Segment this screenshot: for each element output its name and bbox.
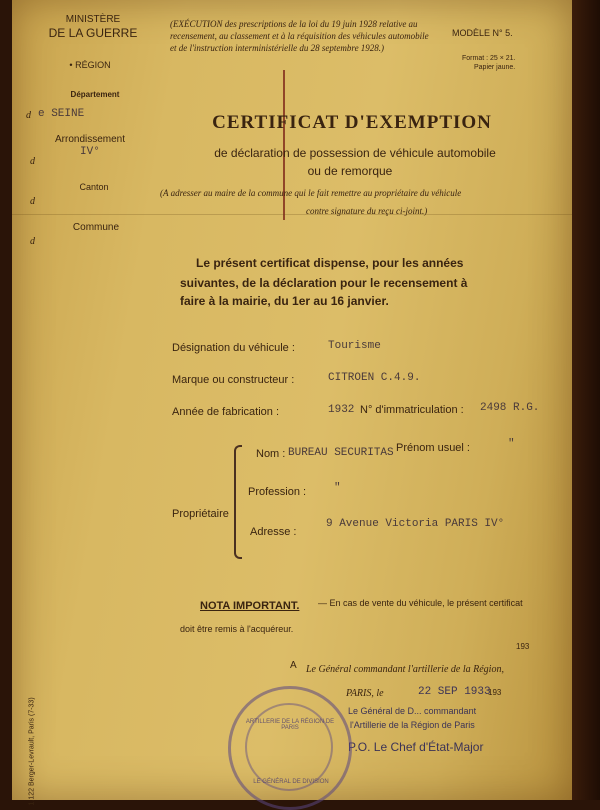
annee-label: Année de fabrication : [172,406,280,418]
seal-outer-text: ARTILLERIE DE LA RÉGION DE PARIS [245,719,335,731]
proprietaire-label: Propriétaire [172,508,229,520]
adresse-value: 9 Avenue Victoria PARIS IV° [326,518,505,530]
certificate-title: CERTIFICAT D'EXEMPTION [212,112,492,133]
year-suffix: 193 [488,688,502,697]
arrondissement-value: IV° [80,146,100,158]
execution-text: (EXÉCUTION des prescriptions de la loi du 19 juin 1928 relative au recensement, au classement et à la réquisition des véhicules automobile et de l'instruction interministérielle du 28 septembre 1928.) [170,19,429,53]
a-label: A [290,660,297,671]
nota-label: NOTA IMPORTANT. [200,600,300,612]
general-line: Le Général commandant l'artillerie de la Région, [306,664,504,675]
owner-bracket [234,445,242,559]
ministry-line2: DE LA GUERRE [48,26,138,40]
address-note-2: contre signature du reçu ci-joint.) [306,206,428,216]
prenom-label: Prénom usuel : [396,442,470,454]
printer-mark: 1.122 Berger-Levrault, Paris (7-33) [28,697,36,806]
departement-prefix: d [26,110,31,121]
seal-bottom-text: LE GÉNÉRAL DE DIVISION [253,779,329,785]
date-stamp: 22 SEP 1933 [418,686,491,698]
prenom-value: " [508,438,515,450]
departement-value: e SEINE [38,108,85,120]
statement-line-2: suivantes, de la déclaration pour le recensement à [180,276,468,290]
stamp-line-2: l'Artillerie de la Région de Paris [350,720,475,730]
background-edge [572,0,600,800]
marque-value: CITROEN C.4.9. [328,372,421,384]
ministry-line1: MINISTÈRE [65,14,121,25]
canton-label: Canton [79,182,109,192]
modele-number: MODÈLE N° 5. [452,28,513,38]
nota-text-1: — En cas de vente du véhicule, le présent certificat [318,598,523,608]
annee-value: 1932 [328,404,355,416]
year-prefix: 193 [516,642,530,651]
nota-text-2: doit être remis à l'acquéreur. [180,624,294,634]
statement-line-3: faire à la mairie, du 1er au 16 janvier. [180,294,389,308]
seal-inner-ring [245,703,333,791]
stamp-line-1: Le Général de D... commandant [348,706,477,716]
nom-value: BUREAU SECURITAS [288,447,394,459]
region-label: • RÉGION [69,60,111,70]
address-note-1: (A adresser au maire de la commune qui le fait remettre au propriétaire du véhicule [160,188,462,198]
profession-label: Profession : [248,486,307,498]
designation-value: Tourisme [328,340,381,352]
title-subline-2: ou de remorque [307,164,393,178]
designation-label: Désignation du véhicule : [172,342,295,354]
immatriculation-value: 2498 R.G. [480,402,540,414]
nom-label: Nom : [256,448,286,460]
d-marker-commune: d [30,236,35,247]
stamp-line-3: P.O. Le Chef d'État-Major [348,740,484,754]
title-subline: de déclaration de possession de véhicule automobile [214,146,496,160]
statement-line-1: Le présent certificat dispense, pour les années [196,256,464,270]
official-seal [228,686,352,810]
papier-label: Papier jaune. [474,64,516,71]
departement-label: Département [70,90,120,99]
commune-label: Commune [72,222,120,233]
profession-value: " [334,482,341,494]
paris-line: PARIS, le [346,688,384,699]
marque-label: Marque ou constructeur : [172,374,295,386]
d-marker-arrondissement: d [30,156,35,167]
immatriculation-label: N° d'immatriculation : [360,404,464,416]
d-marker-canton: d [30,196,35,207]
format-label: Format : 25 × 21. [462,55,516,62]
arrondissement-label: Arrondissement [54,134,126,145]
paper-fold-line [12,214,572,215]
adresse-label: Adresse : [250,526,297,538]
